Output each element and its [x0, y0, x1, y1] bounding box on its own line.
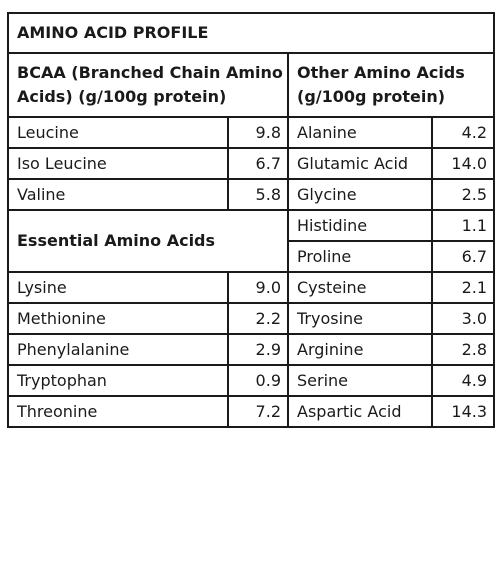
other-value: 2.1 — [432, 272, 494, 303]
other-name: Proline — [288, 241, 432, 272]
essential-name: Threonine — [8, 396, 228, 427]
other-name: Glycine — [288, 179, 432, 210]
other-amino-acids-header: Other Amino Acids (g/100g protein) — [288, 53, 494, 117]
table-row — [8, 117, 494, 148]
bcaa-value: 6.7 — [228, 148, 288, 179]
other-name: Histidine — [288, 210, 432, 241]
other-name: Arginine — [288, 334, 432, 365]
other-value: 3.0 — [432, 303, 494, 334]
table-row — [8, 396, 494, 427]
table-row — [8, 303, 494, 334]
other-name: Tryosine — [288, 303, 432, 334]
essential-value: 0.9 — [228, 365, 288, 396]
other-name: Glutamic Acid — [288, 148, 432, 179]
table-row — [8, 272, 494, 303]
other-value: 2.5 — [432, 179, 494, 210]
table-title: AMINO ACID PROFILE — [8, 13, 494, 53]
bcaa-name: Leucine — [8, 117, 228, 148]
other-name: Serine — [288, 365, 432, 396]
other-name: Aspartic Acid — [288, 396, 432, 427]
other-name: Cysteine — [288, 272, 432, 303]
essential-value: 2.2 — [228, 303, 288, 334]
bcaa-name: Valine — [8, 179, 228, 210]
bcaa-value: 5.8 — [228, 179, 288, 210]
table-row — [8, 365, 494, 396]
essential-name: Lysine — [8, 272, 228, 303]
other-value: 14.0 — [432, 148, 494, 179]
other-value: 2.8 — [432, 334, 494, 365]
essential-name: Methionine — [8, 303, 228, 334]
other-value: 6.7 — [432, 241, 494, 272]
bcaa-value: 9.8 — [228, 117, 288, 148]
essential-name: Phenylalanine — [8, 334, 228, 365]
table-row — [8, 210, 494, 241]
essential-amino-acids-header: Essential Amino Acids — [8, 210, 288, 272]
essential-value: 7.2 — [228, 396, 288, 427]
other-value: 4.2 — [432, 117, 494, 148]
table-row — [8, 334, 494, 365]
other-value: 1.1 — [432, 210, 494, 241]
table-row — [8, 179, 494, 210]
other-name: Alanine — [288, 117, 432, 148]
bcaa-name: Iso Leucine — [8, 148, 228, 179]
amino-acid-profile-table — [7, 12, 495, 428]
other-value: 14.3 — [432, 396, 494, 427]
essential-value: 2.9 — [228, 334, 288, 365]
table-row — [8, 148, 494, 179]
bcaa-header: BCAA (Branched Chain Amino Acids) (g/100g protein) — [8, 53, 288, 117]
other-value: 4.9 — [432, 365, 494, 396]
essential-value: 9.0 — [228, 272, 288, 303]
essential-name: Tryptophan — [8, 365, 228, 396]
